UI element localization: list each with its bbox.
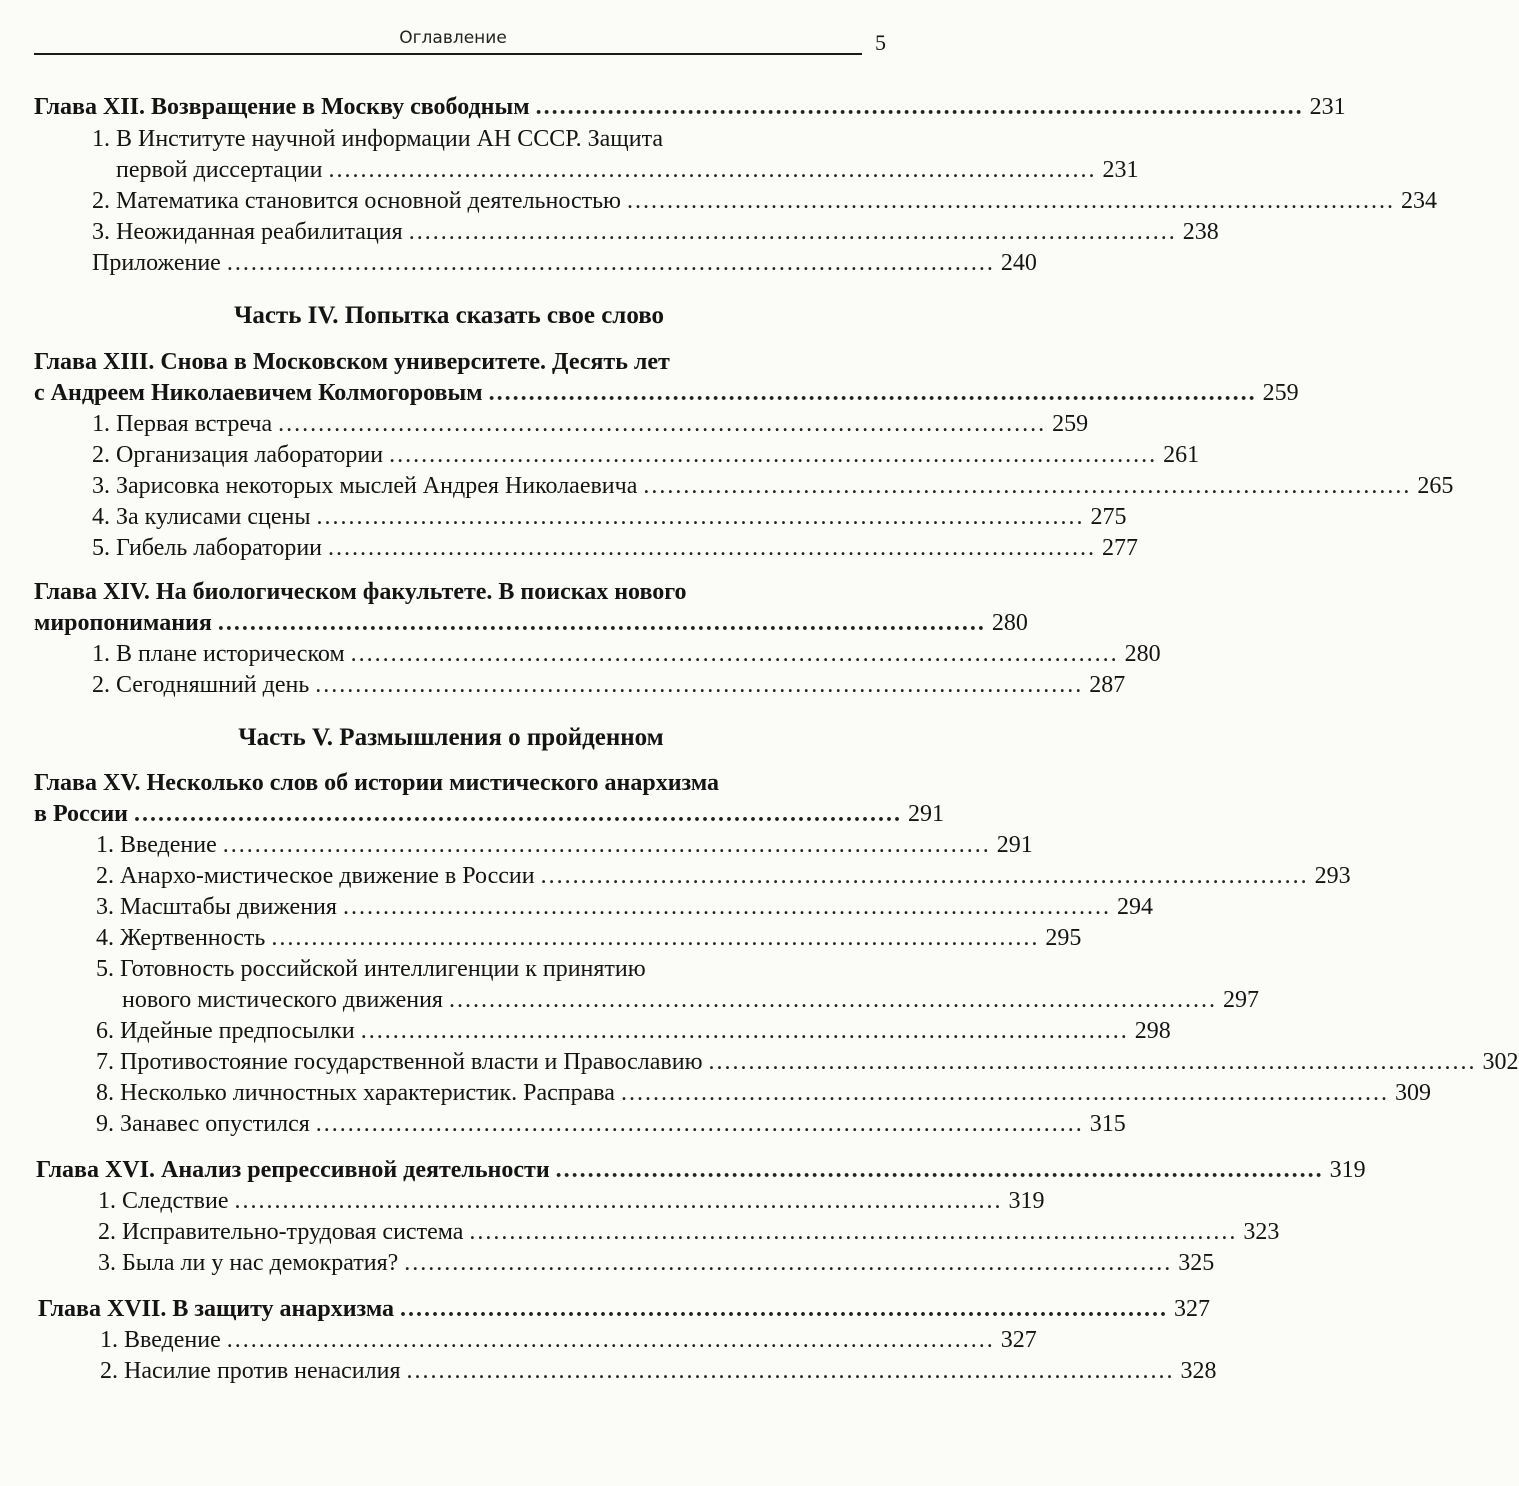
entry-title: 1. Введение: [100, 1327, 221, 1353]
entry-title: 2. Сегодняшний день: [92, 672, 310, 698]
toc-entry-text: Глава XIV. На биологическом факультете. В поисках нового: [34, 579, 687, 605]
part-heading: Часть V. Размышления о пройденном: [238, 724, 664, 751]
leader-dots: ................................................................................................: [234, 1188, 1003, 1214]
leader-dots: ................................................................................................: [315, 1111, 1084, 1137]
toc-entry-text: Глава XIII. Снова в Московском университете. Десять лет: [34, 349, 670, 375]
entry-title: 4. Жертвенность: [96, 925, 266, 951]
entry-page: 280: [1124, 641, 1161, 667]
entry-title: 8. Несколько личностных характеристик. Расправа: [96, 1080, 615, 1106]
toc-entry-section: [96, 1109, 1126, 1139]
entry-page: 325: [1178, 1250, 1215, 1276]
leader-dots: ................................................................................................: [488, 380, 1257, 406]
leader-dots: ................................................................................................: [643, 473, 1412, 499]
toc-entry-section: [92, 670, 1126, 700]
toc-entry-section: [98, 1186, 1045, 1216]
toc-entry-section: [92, 471, 1454, 501]
entry-page: 297: [1222, 987, 1259, 1013]
leader-dots: ................................................................................................: [408, 219, 1177, 245]
entry-page: 287: [1089, 672, 1126, 698]
toc-entry-section: [96, 830, 1033, 860]
entry-title: 9. Занавес опустился: [96, 1111, 310, 1137]
page-number: 5: [875, 30, 886, 55]
leader-dots: ................................................................................................: [620, 1080, 1389, 1106]
entry-page: 309: [1394, 1080, 1431, 1106]
entry-title: 1. В плане историческом: [92, 641, 345, 667]
entry-page: 298: [1134, 1018, 1171, 1044]
header-rule: [34, 53, 862, 55]
toc-entry-chapter-16: [36, 1155, 1366, 1185]
leader-dots: ................................................................................................: [315, 672, 1084, 698]
toc-entry-section: [92, 217, 1219, 247]
leader-dots: ................................................................................................: [278, 411, 1047, 437]
entry-title: Глава XVI. Анализ репрессивной деятельности: [36, 1157, 550, 1183]
leader-dots: ................................................................................................: [389, 442, 1158, 468]
entry-title: с Андреем Николаевичем Колмогоровым: [34, 380, 483, 406]
toc-entry-section: [96, 1016, 1171, 1046]
entry-page: 259: [1262, 380, 1299, 406]
entry-page: 265: [1417, 473, 1454, 499]
leader-dots: ................................................................................................: [316, 504, 1085, 530]
entry-title: 7. Противостояние государственной власти и Православию: [96, 1049, 703, 1075]
leader-dots: ................................................................................................: [350, 641, 1119, 667]
entry-page: 294: [1116, 894, 1153, 920]
entry-page: 327: [1000, 1327, 1037, 1353]
leader-dots: ................................................................................................: [133, 801, 902, 827]
entry-page: 234: [1400, 188, 1437, 214]
entry-page: 319: [1008, 1188, 1045, 1214]
entry-page: 231: [1309, 94, 1346, 120]
leader-dots: ................................................................................................: [222, 832, 991, 858]
entry-page: 238: [1182, 219, 1219, 245]
entry-page: 291: [907, 801, 944, 827]
part-heading: Часть IV. Попытка сказать свое слово: [233, 302, 665, 329]
entry-title: 2. Насилие против ненасилия: [100, 1358, 401, 1384]
entry-title: 3. Зарисовка некоторых мыслей Андрея Николаевича: [92, 473, 638, 499]
toc-entry-section: [100, 1325, 1037, 1355]
toc-entry-chapter-14: [34, 608, 1028, 638]
toc-entry-section: [96, 861, 1351, 891]
entry-title: Глава XVII. В защиту анархизма: [38, 1296, 395, 1322]
toc-entry-section: [96, 1078, 1431, 1108]
toc-entry-section: [92, 502, 1127, 532]
entry-title: миропонимания: [34, 610, 212, 636]
entry-title: 2. Организация лаборатории: [92, 442, 384, 468]
leader-dots: ................................................................................................: [328, 157, 1097, 183]
entry-page: 315: [1089, 1111, 1126, 1137]
leader-dots: ................................................................................................: [626, 188, 1395, 214]
entry-title: 6. Идейные предпосылки: [96, 1018, 355, 1044]
entry-page: 277: [1102, 535, 1139, 561]
entry-title: первой диссертации: [116, 157, 323, 183]
entry-page: 291: [996, 832, 1033, 858]
toc-entry-text: 1. В Институте научной информации АН СССР. Защита: [92, 126, 664, 152]
toc-entry-text: 5. Готовность российской интеллигенции к принятию: [96, 956, 646, 982]
toc-entry-chapter-13: [34, 378, 1299, 408]
toc-entry-chapter-17: [38, 1294, 1211, 1324]
toc-entry-section: [92, 440, 1200, 470]
toc-entry-section: [92, 248, 1037, 278]
leader-dots: ................................................................................................: [535, 94, 1304, 120]
entry-title: в России: [34, 801, 128, 827]
entry-page: 280: [991, 610, 1028, 636]
entry-title: 2. Анархо-мистическое движение в России: [96, 863, 535, 889]
entry-page: 259: [1052, 411, 1089, 437]
toc-entry-section: [96, 892, 1153, 922]
toc-entry-section: [96, 923, 1082, 953]
entry-page: 327: [1174, 1296, 1211, 1322]
toc-entry-section: [98, 1217, 1280, 1247]
entry-page: 323: [1243, 1219, 1280, 1245]
entry-page: 261: [1163, 442, 1200, 468]
entry-title: 3. Масштабы движения: [96, 894, 337, 920]
entry-page: 328: [1180, 1358, 1217, 1384]
leader-dots: ................................................................................................: [342, 894, 1111, 920]
toc-entry-section: [92, 533, 1139, 563]
entry-title: Глава XII. Возвращение в Москву свободным: [34, 94, 530, 120]
entry-title: 5. Гибель лаборатории: [92, 535, 323, 561]
entry-page: 275: [1090, 504, 1127, 530]
leader-dots: ................................................................................................: [328, 535, 1097, 561]
running-header: [34, 26, 886, 58]
toc-entry-section: [122, 985, 1259, 1015]
toc-entry-section: [98, 1248, 1215, 1278]
leader-dots: ................................................................................................: [400, 1296, 1169, 1322]
entry-page: 293: [1314, 863, 1351, 889]
leader-dots: ................................................................................................: [217, 610, 986, 636]
entry-page: 240: [1000, 250, 1037, 276]
toc-entry-section: [116, 155, 1139, 185]
entry-page: 231: [1102, 157, 1139, 183]
leader-dots: ................................................................................................: [540, 863, 1309, 889]
leader-dots: ................................................................................................: [555, 1157, 1324, 1183]
entry-title: 2. Математика становится основной деятельностью: [92, 188, 621, 214]
entry-page: 302: [1482, 1049, 1519, 1075]
toc-entry-section: [92, 186, 1437, 216]
entry-title: 1. Следствие: [98, 1188, 229, 1214]
entry-title: 4. За кулисами сцены: [92, 504, 311, 530]
entry-title: 3. Была ли у нас демократия?: [98, 1250, 399, 1276]
leader-dots: ................................................................................................: [708, 1049, 1477, 1075]
toc-entry-chapter-15: [34, 799, 944, 829]
entry-page: 295: [1045, 925, 1082, 951]
entry-title: нового мистического движения: [122, 987, 443, 1013]
running-header-title: Оглавление: [399, 28, 507, 48]
leader-dots: ................................................................................................: [271, 925, 1040, 951]
leader-dots: ................................................................................................: [448, 987, 1217, 1013]
toc-entry-section: [92, 409, 1089, 439]
toc-entry-section: [92, 639, 1161, 669]
entry-title: 1. Введение: [96, 832, 217, 858]
leader-dots: ................................................................................................: [406, 1358, 1175, 1384]
entry-title: 3. Неожиданная реабилитация: [92, 219, 403, 245]
leader-dots: ................................................................................................: [469, 1219, 1238, 1245]
toc-entry-chapter-12: [34, 92, 1346, 122]
entry-title: Приложение: [92, 250, 221, 276]
toc-entry-section: [96, 1047, 1519, 1077]
leader-dots: ................................................................................................: [226, 250, 995, 276]
entry-title: 1. Первая встреча: [92, 411, 273, 437]
toc-entry-section: [100, 1356, 1217, 1386]
entry-page: 319: [1329, 1157, 1366, 1183]
leader-dots: ................................................................................................: [360, 1018, 1129, 1044]
entry-title: 2. Исправительно-трудовая система: [98, 1219, 464, 1245]
leader-dots: ................................................................................................: [226, 1327, 995, 1353]
toc-entry-text: Глава XV. Несколько слов об истории мистического анархизма: [34, 770, 720, 796]
leader-dots: ................................................................................................: [404, 1250, 1173, 1276]
